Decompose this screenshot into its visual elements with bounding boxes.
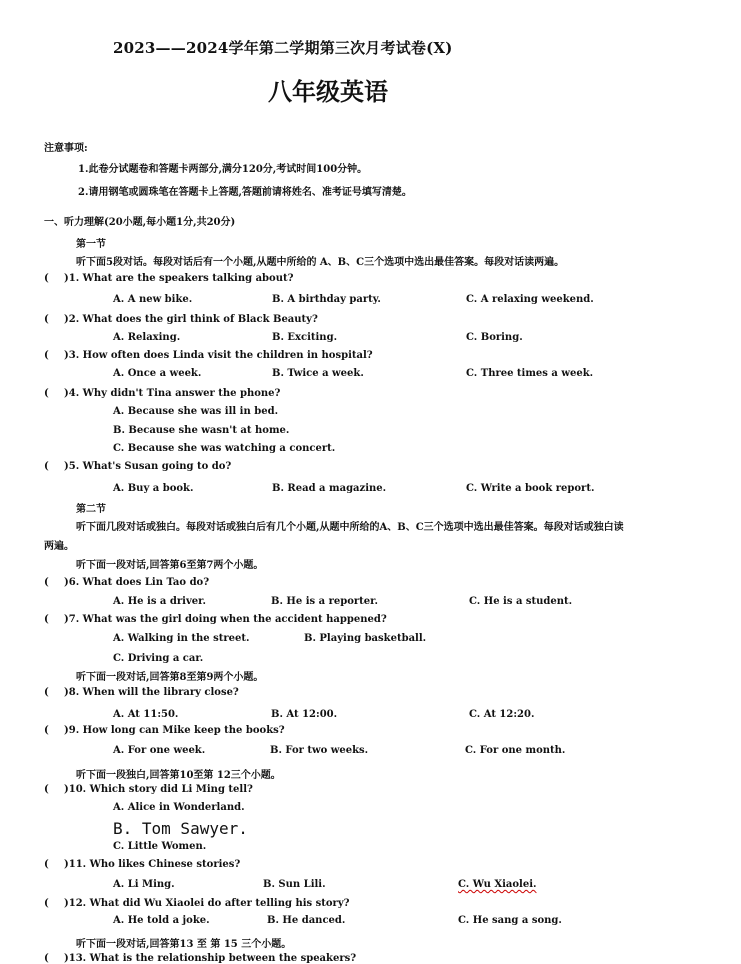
exam-title: 2023——2024学年第二学期第三次月考试卷(X) <box>113 39 453 57</box>
option-a: A. Buy a book. <box>113 483 194 494</box>
option-c: C. He sang a song. <box>458 915 562 926</box>
part-label: 第一节 <box>76 239 106 250</box>
listening-prompt: 听下面一段独白,回答第10至第 12三个小题。 <box>76 770 281 781</box>
answer-paren[interactable]: ( <box>44 687 49 698</box>
answer-paren[interactable]: ( <box>44 461 49 472</box>
question-text: )10. Which story did Li Ming tell? <box>64 784 253 795</box>
option-b: B. Sun Lili. <box>263 879 326 890</box>
option-a: A. Walking in the street. <box>113 633 250 644</box>
listening-prompt: 听下面一段对话,回答第6至第7两个小题。 <box>76 560 264 571</box>
subject-title: 八年级英语 <box>268 77 388 106</box>
option-b: B. He is a reporter. <box>271 596 378 607</box>
question-text: )3. How often does Linda visit the children in hospital? <box>64 350 373 361</box>
option-b: B. He danced. <box>267 915 346 926</box>
option-b: B. At 12:00. <box>271 709 338 720</box>
option-a: A. Once a week. <box>113 368 202 379</box>
answer-paren[interactable]: ( <box>44 314 49 325</box>
answer-paren[interactable]: ( <box>44 350 49 361</box>
answer-paren[interactable]: ( <box>44 953 49 964</box>
option-b: B. Tom Sawyer. <box>113 819 248 838</box>
notes-item: 2.请用钢笔或圆珠笔在答题卡上答题,答题前请将姓名、准考证号填写清楚。 <box>78 187 412 198</box>
part-instruction: 听下面5段对话。每段对话后有一个小题,从题中所给的 A、B、C三个选项中选出最佳答案。每段对话读两遍。 <box>76 257 565 268</box>
option-a: A. At 11:50. <box>113 709 179 720</box>
question-text: )6. What does Lin Tao do? <box>64 577 210 588</box>
answer-paren[interactable]: ( <box>44 898 49 909</box>
question-text: )2. What does the girl think of Black Beauty? <box>64 314 318 325</box>
option-c: C. Driving a car. <box>113 653 204 664</box>
question-text: )12. What did Wu Xiaolei do after telling his story? <box>64 898 350 909</box>
notes-heading: 注意事项: <box>44 143 88 154</box>
option-c: C. Because she was watching a concert. <box>113 443 336 454</box>
question-text: )13. What is the relationship between the speakers? <box>64 953 357 964</box>
answer-paren[interactable]: ( <box>44 614 49 625</box>
option-c: C. A relaxing weekend. <box>466 294 594 305</box>
option-a: A. He told a joke. <box>113 915 210 926</box>
section-heading: 一、听力理解(20小题,每小题1分,共20分) <box>44 217 236 228</box>
option-a: A. He is a driver. <box>113 596 206 607</box>
question-text: )7. What was the girl doing when the accident happened? <box>64 614 387 625</box>
option-c: C. Wu Xiaolei. <box>458 879 537 890</box>
answer-paren[interactable]: ( <box>44 784 49 795</box>
part-instruction-cont: 两遍。 <box>44 541 74 552</box>
answer-paren[interactable]: ( <box>44 388 49 399</box>
option-a: A. A new bike. <box>113 294 193 305</box>
part-instruction: 听下面几段对话或独白。每段对话或独白后有几个小题,从题中所给的A、B、C三个选项中选出最佳答案。每段对话或独白读 <box>76 522 624 533</box>
answer-paren[interactable]: ( <box>44 273 49 284</box>
option-b: B. For two weeks. <box>270 745 369 756</box>
option-a: A. Relaxing. <box>113 332 181 343</box>
option-a: A. Li Ming. <box>113 879 175 890</box>
question-text: )11. Who likes Chinese stories? <box>64 859 241 870</box>
option-b: B. Because she wasn't at home. <box>113 425 290 436</box>
answer-paren[interactable]: ( <box>44 859 49 870</box>
question-text: )1. What are the speakers talking about? <box>64 273 294 284</box>
answer-paren[interactable]: ( <box>44 725 49 736</box>
option-a: A. Because she was ill in bed. <box>113 406 279 417</box>
question-text: )4. Why didn't Tina answer the phone? <box>64 388 281 399</box>
option-c: C. Little Women. <box>113 841 207 852</box>
option-c: C. For one month. <box>465 745 566 756</box>
option-b: B. A birthday party. <box>272 294 381 305</box>
option-b: B. Twice a week. <box>272 368 364 379</box>
option-c: C. At 12:20. <box>469 709 535 720</box>
question-text: )8. When will the library close? <box>64 687 239 698</box>
option-c: C. He is a student. <box>469 596 573 607</box>
option-b: B. Playing basketball. <box>304 633 427 644</box>
option-c: C. Three times a week. <box>466 368 594 379</box>
option-c: C. Boring. <box>466 332 523 343</box>
listening-prompt: 听下面一段对话,回答第13 至 第 15 三个小题。 <box>76 939 292 950</box>
option-c: C. Write a book report. <box>466 483 595 494</box>
listening-prompt: 听下面一段对话,回答第8至第9两个小题。 <box>76 672 264 683</box>
answer-paren[interactable]: ( <box>44 577 49 588</box>
option-b: B. Read a magazine. <box>272 483 387 494</box>
option-a: A. For one week. <box>113 745 206 756</box>
part-label: 第二节 <box>76 504 106 515</box>
option-a: A. Alice in Wonderland. <box>113 802 245 813</box>
question-text: )9. How long can Mike keep the books? <box>64 725 285 736</box>
notes-item: 1.此卷分试题卷和答题卡两部分,满分120分,考试时间100分钟。 <box>78 164 368 175</box>
option-b: B. Exciting. <box>272 332 338 343</box>
question-text: )5. What's Susan going to do? <box>64 461 232 472</box>
